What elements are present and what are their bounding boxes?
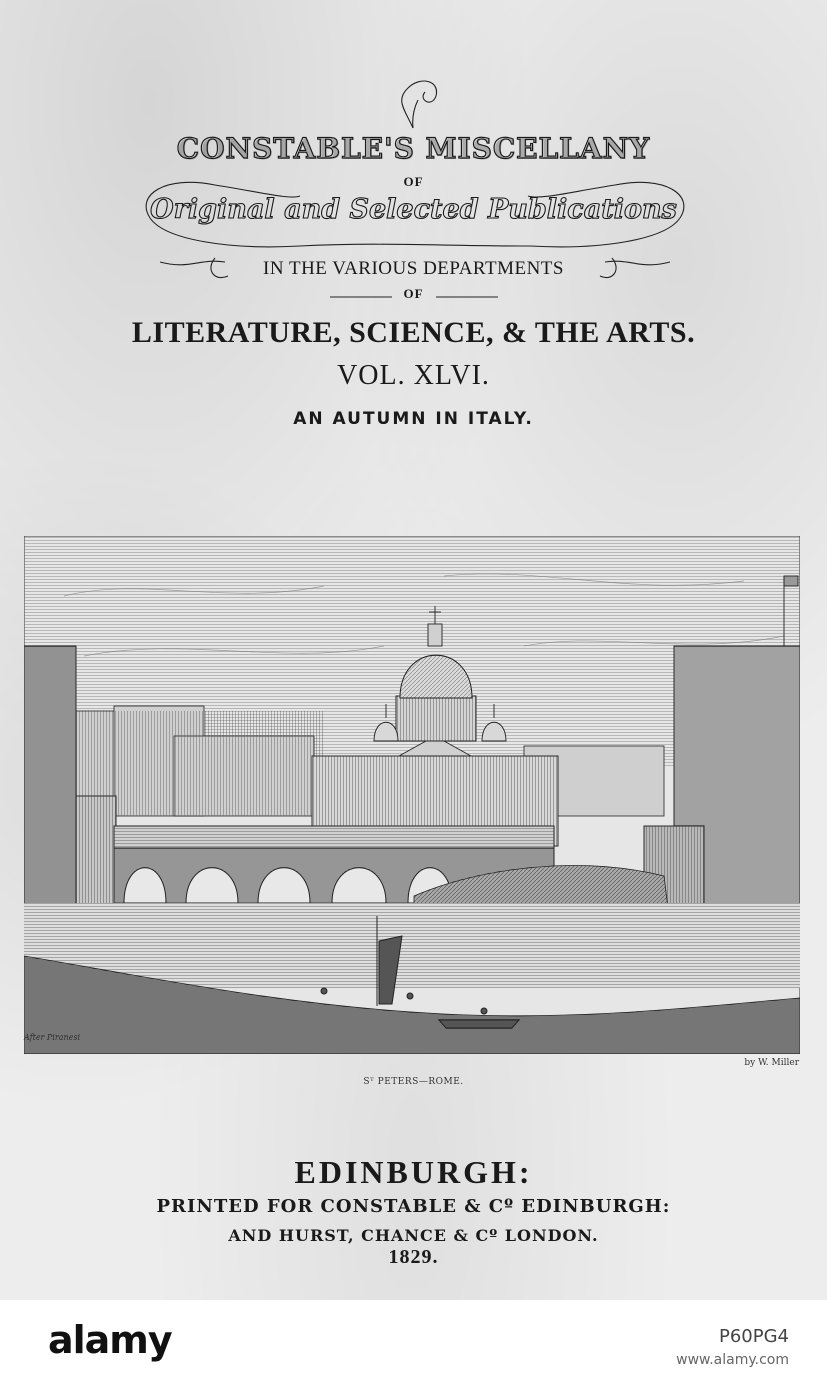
imprint-london: AND HURST, CHANCE & Cº LONDON. <box>228 1226 599 1245</box>
artist-credit: After Piranesi <box>24 1033 80 1042</box>
series-title: CONSTABLE'S MISCELLANY <box>176 132 651 165</box>
departments-line: IN THE VARIOUS DEPARTMENTS <box>263 258 564 279</box>
subtitle: Original and Selected Publications <box>150 194 677 225</box>
stock-url: www.alamy.com <box>676 1352 789 1368</box>
imprint-city: EDINBURGH: <box>294 1154 533 1190</box>
engraver-credit: by W. Miller <box>744 1058 799 1068</box>
watermark-bar <box>0 1300 827 1390</box>
of-connector: OF <box>403 174 424 189</box>
imprint-printed-for: PRINTED FOR CONSTABLE & Cº EDINBURGH: <box>156 1196 671 1217</box>
imprint-year: 1829. <box>388 1246 439 1268</box>
alamy-logo: alamy <box>48 1318 172 1362</box>
plate-caption: Sᵀ PETERS—ROME. <box>363 1077 464 1087</box>
subjects-line: LITERATURE, SCIENCE, & THE ARTS. <box>131 316 696 349</box>
engraving-st-peters-rome <box>24 536 800 1054</box>
image-id: P60PG4 <box>718 1326 789 1347</box>
work-title: AN AUTUMN IN ITALY. <box>293 409 534 429</box>
volume-number: VOL. XLVI. <box>337 360 490 391</box>
of-connector-2: OF <box>403 286 424 301</box>
